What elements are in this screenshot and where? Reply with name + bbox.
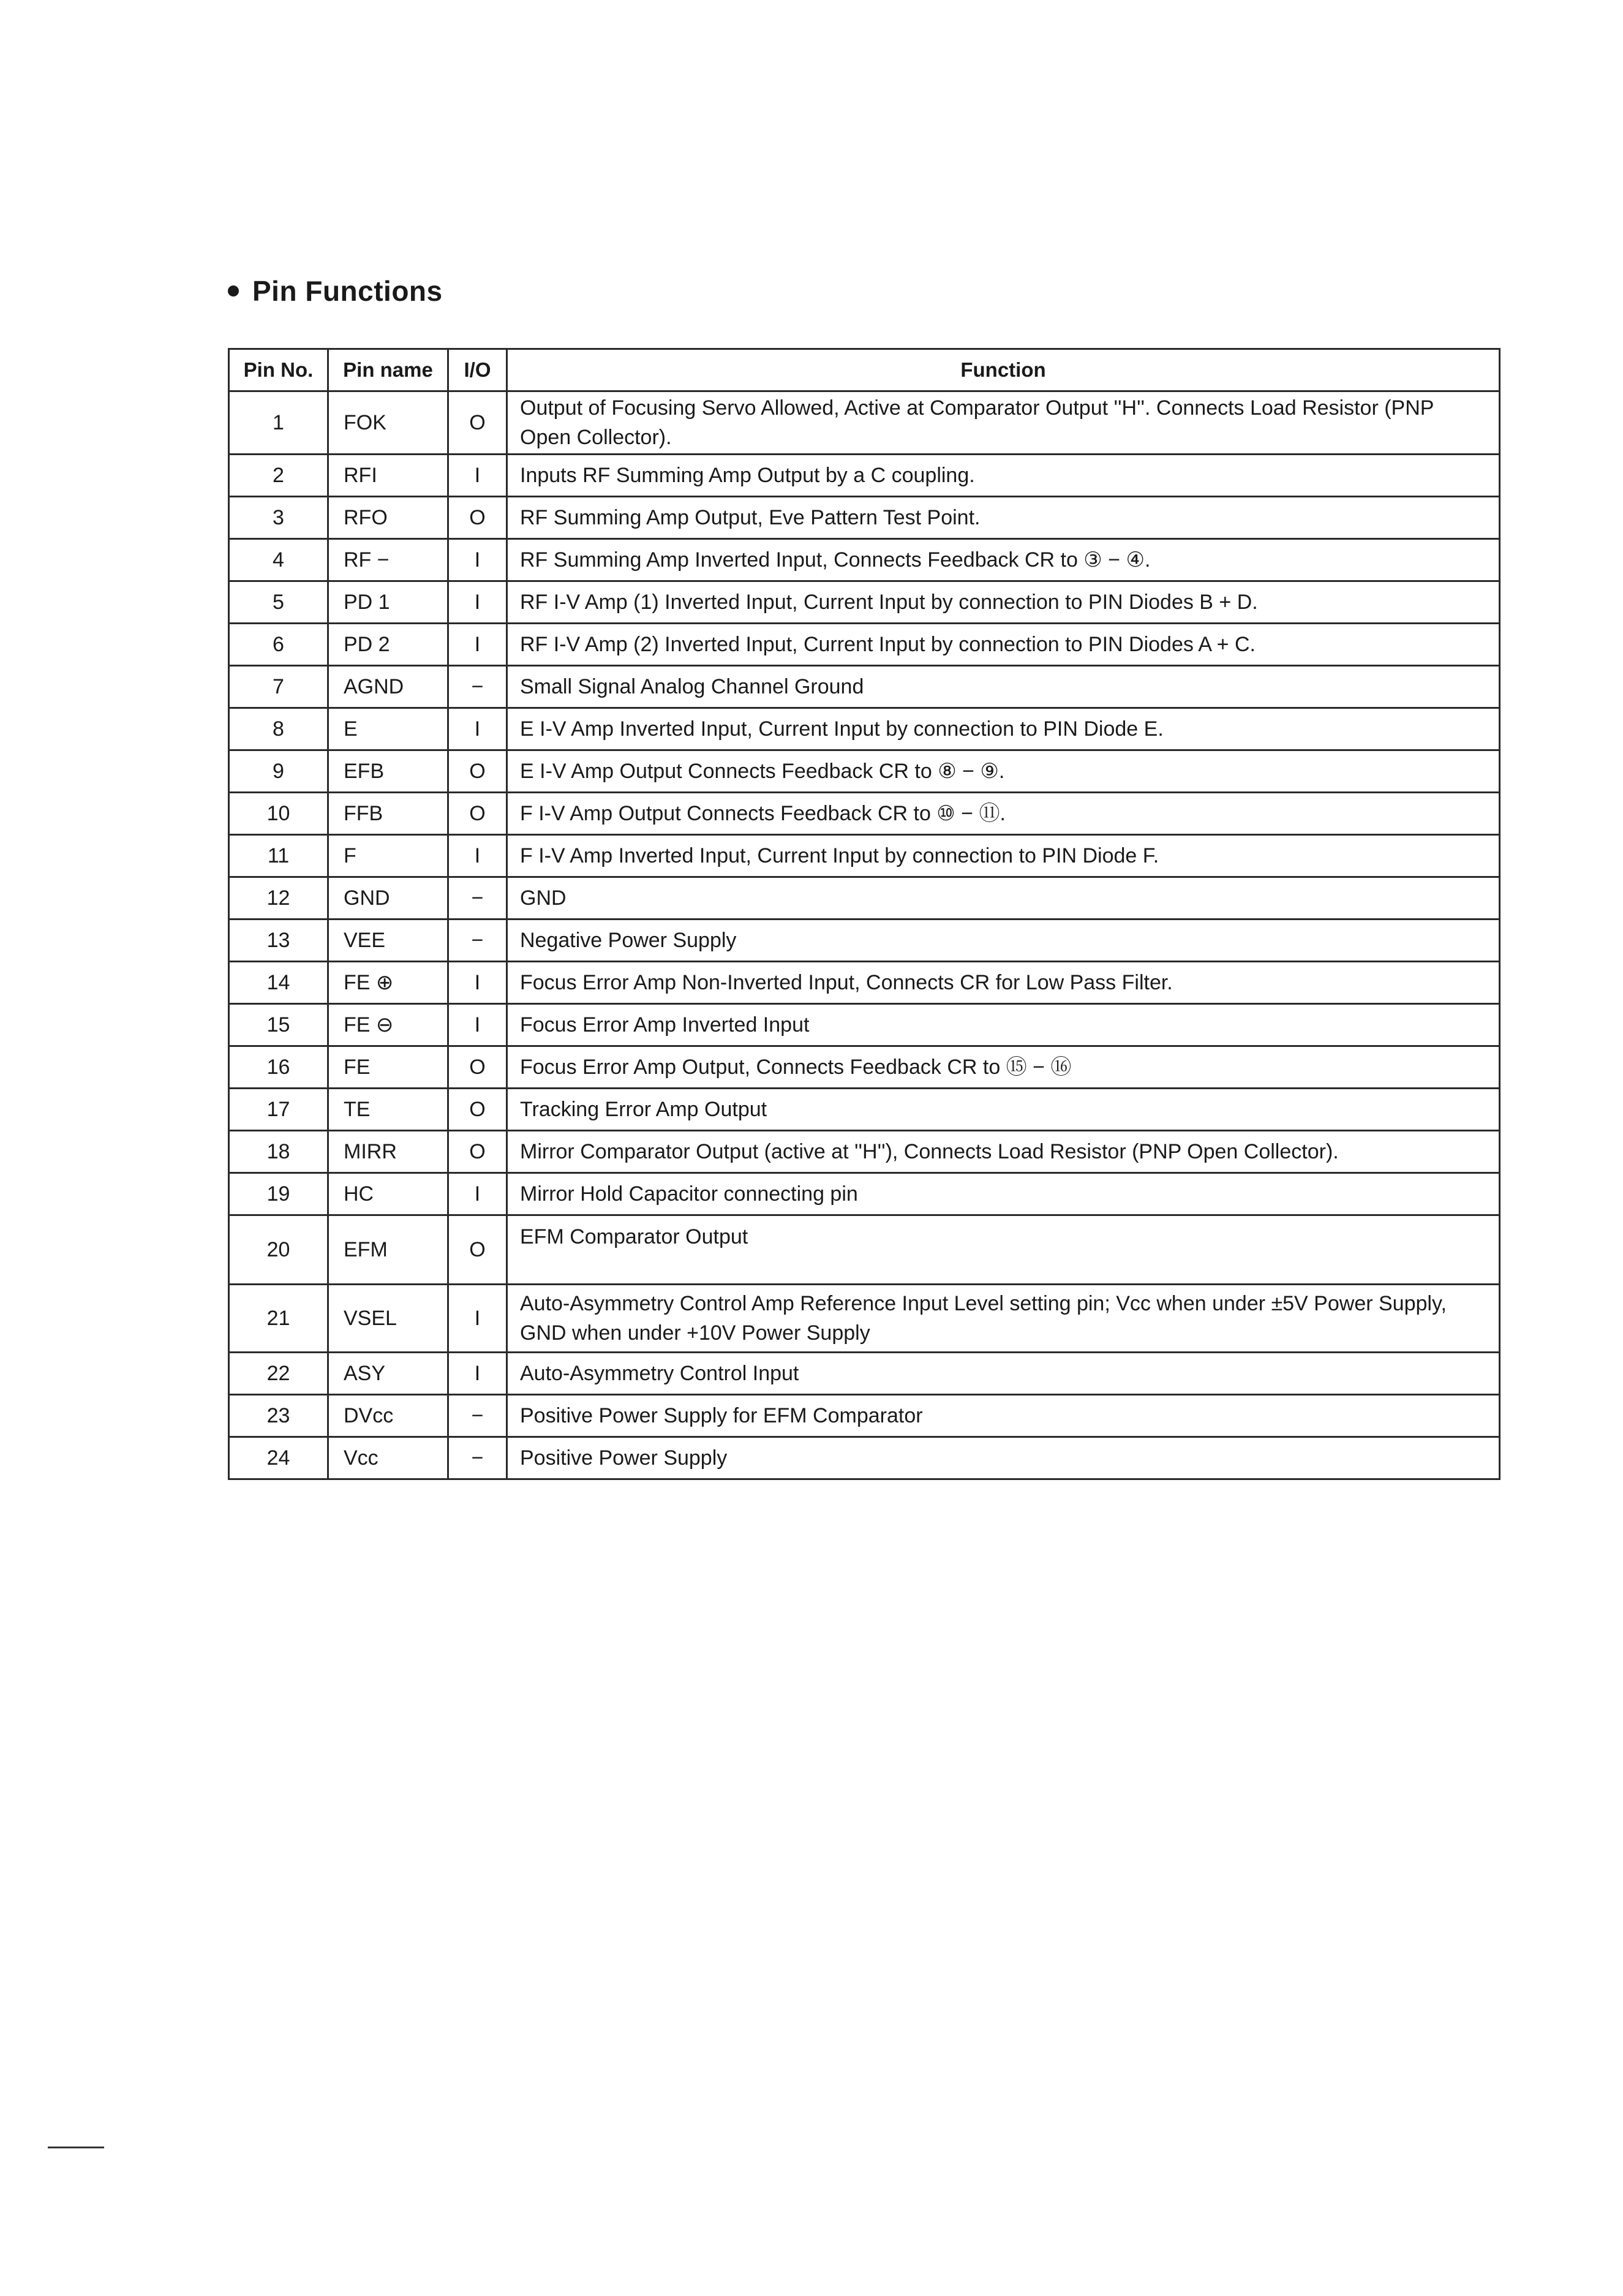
- pin-io: O: [448, 391, 507, 455]
- pin-functions-table: [228, 348, 1501, 1480]
- pin-name: EFB: [328, 750, 448, 793]
- table-row: [229, 1395, 1500, 1437]
- pin-name: FOK: [328, 391, 448, 455]
- pin-number: 14: [229, 962, 328, 1004]
- pin-name: PD 2: [328, 624, 448, 666]
- pin-io: O: [448, 1215, 507, 1285]
- pin-number: 9: [229, 750, 328, 793]
- table-row: [229, 1215, 1500, 1285]
- pin-name: ASY: [328, 1353, 448, 1395]
- bullet-icon: [228, 285, 239, 296]
- pin-name: RF −: [328, 539, 448, 581]
- table-row: [229, 1285, 1500, 1353]
- pin-function: Output of Focusing Servo Allowed, Active at Comparator Output ''H''. Connects Load Resistor (PNP Open Collector).: [507, 391, 1500, 455]
- pin-name: E: [328, 708, 448, 750]
- table-row: [229, 624, 1500, 666]
- pin-io: O: [448, 793, 507, 835]
- pin-number: 22: [229, 1353, 328, 1395]
- pin-function: EFM Comparator Output: [507, 1215, 1500, 1285]
- margin-rule: [48, 2147, 104, 2148]
- table-header-row: [229, 349, 1500, 391]
- pin-number: 17: [229, 1089, 328, 1131]
- pin-function: Negative Power Supply: [507, 920, 1500, 962]
- pin-name: EFM: [328, 1215, 448, 1285]
- pin-name: RFO: [328, 497, 448, 539]
- pin-io: I: [448, 708, 507, 750]
- pin-function: Focus Error Amp Output, Connects Feedback CR to ⑮ − ⑯: [507, 1046, 1500, 1089]
- pin-function: Tracking Error Amp Output: [507, 1089, 1500, 1131]
- pin-number: 5: [229, 581, 328, 624]
- pin-io: O: [448, 1046, 507, 1089]
- header-io: I/O: [448, 349, 507, 391]
- pin-function: RF Summing Amp Output, Eve Pattern Test Point.: [507, 497, 1500, 539]
- pin-name: F: [328, 835, 448, 877]
- pin-number: 1: [229, 391, 328, 455]
- pin-function: RF I-V Amp (1) Inverted Input, Current Input by connection to PIN Diodes B + D.: [507, 581, 1500, 624]
- table-row: [229, 455, 1500, 497]
- pin-number: 24: [229, 1437, 328, 1479]
- pin-io: −: [448, 1395, 507, 1437]
- pin-io: O: [448, 497, 507, 539]
- table-row: [229, 581, 1500, 624]
- pin-name: MIRR: [328, 1131, 448, 1173]
- table-row: [229, 877, 1500, 920]
- pin-function: Focus Error Amp Non-Inverted Input, Connects CR for Low Pass Filter.: [507, 962, 1500, 1004]
- pin-io: O: [448, 1131, 507, 1173]
- pin-name: FE: [328, 1046, 448, 1089]
- table-row: [229, 666, 1500, 708]
- pin-io: I: [448, 624, 507, 666]
- pin-io: I: [448, 455, 507, 497]
- pin-io: −: [448, 666, 507, 708]
- pin-function: Auto-Asymmetry Control Input: [507, 1353, 1500, 1395]
- pin-number: 2: [229, 455, 328, 497]
- table-row: [229, 391, 1500, 455]
- table-row: [229, 793, 1500, 835]
- pin-io: −: [448, 920, 507, 962]
- pin-number: 4: [229, 539, 328, 581]
- pin-name: GND: [328, 877, 448, 920]
- pin-name: TE: [328, 1089, 448, 1131]
- pin-number: 7: [229, 666, 328, 708]
- pin-function: Positive Power Supply for EFM Comparator: [507, 1395, 1500, 1437]
- pin-io: O: [448, 1089, 507, 1131]
- table-row: [229, 750, 1500, 793]
- pin-io: −: [448, 877, 507, 920]
- pin-name: VEE: [328, 920, 448, 962]
- table-row: [229, 1046, 1500, 1089]
- pin-number: 21: [229, 1285, 328, 1353]
- pin-number: 20: [229, 1215, 328, 1285]
- pin-name: AGND: [328, 666, 448, 708]
- table-row: [229, 497, 1500, 539]
- pin-function: Positive Power Supply: [507, 1437, 1500, 1479]
- pin-name: FE ⊕: [328, 962, 448, 1004]
- pin-function: E I-V Amp Inverted Input, Current Input by connection to PIN Diode E.: [507, 708, 1500, 750]
- pin-name: RFI: [328, 455, 448, 497]
- pin-name: Vcc: [328, 1437, 448, 1479]
- table-row: [229, 539, 1500, 581]
- pin-function: RF Summing Amp Inverted Input, Connects Feedback CR to ③ − ④.: [507, 539, 1500, 581]
- pin-function: Mirror Hold Capacitor connecting pin: [507, 1173, 1500, 1215]
- pin-name: HC: [328, 1173, 448, 1215]
- pin-number: 19: [229, 1173, 328, 1215]
- pin-io: I: [448, 962, 507, 1004]
- pin-io: I: [448, 835, 507, 877]
- pin-number: 3: [229, 497, 328, 539]
- table-row: [229, 835, 1500, 877]
- pin-io: I: [448, 581, 507, 624]
- pin-function: Inputs RF Summing Amp Output by a C coupling.: [507, 455, 1500, 497]
- pin-function: RF I-V Amp (2) Inverted Input, Current Input by connection to PIN Diodes A + C.: [507, 624, 1500, 666]
- pin-function: Mirror Comparator Output (active at ''H''), Connects Load Resistor (PNP Open Collector).: [507, 1131, 1500, 1173]
- table-row: [229, 1089, 1500, 1131]
- pin-function: Focus Error Amp Inverted Input: [507, 1004, 1500, 1046]
- pin-io: I: [448, 1004, 507, 1046]
- pin-name: PD 1: [328, 581, 448, 624]
- table-row: [229, 1353, 1500, 1395]
- pin-number: 10: [229, 793, 328, 835]
- pin-number: 18: [229, 1131, 328, 1173]
- pin-io: I: [448, 1285, 507, 1353]
- header-pin-name: Pin name: [328, 349, 448, 391]
- pin-function: E I-V Amp Output Connects Feedback CR to ⑧ − ⑨.: [507, 750, 1500, 793]
- table-row: [229, 1004, 1500, 1046]
- table-row: [229, 1131, 1500, 1173]
- pin-number: 23: [229, 1395, 328, 1437]
- pin-function: GND: [507, 877, 1500, 920]
- pin-name: VSEL: [328, 1285, 448, 1353]
- pin-number: 8: [229, 708, 328, 750]
- header-pin-no: Pin No.: [229, 349, 328, 391]
- pin-number: 11: [229, 835, 328, 877]
- table-row: [229, 708, 1500, 750]
- pin-number: 6: [229, 624, 328, 666]
- pin-io: O: [448, 750, 507, 793]
- pin-io: I: [448, 1173, 507, 1215]
- pin-number: 12: [229, 877, 328, 920]
- table-row: [229, 962, 1500, 1004]
- pin-io: I: [448, 1353, 507, 1395]
- pin-number: 13: [229, 920, 328, 962]
- page-title: Pin Functions: [252, 275, 443, 307]
- header-function: Function: [507, 349, 1500, 391]
- page-heading: [228, 274, 443, 308]
- pin-name: DVcc: [328, 1395, 448, 1437]
- pin-io: I: [448, 539, 507, 581]
- pin-function: Auto-Asymmetry Control Amp Reference Input Level setting pin; Vcc when under ±5V Power Supply, GND when under +10V Power Supply: [507, 1285, 1500, 1353]
- table-row: [229, 920, 1500, 962]
- pin-function: F I-V Amp Output Connects Feedback CR to ⑩ − ⑪.: [507, 793, 1500, 835]
- pin-io: −: [448, 1437, 507, 1479]
- pin-number: 16: [229, 1046, 328, 1089]
- pin-function: F I-V Amp Inverted Input, Current Input by connection to PIN Diode F.: [507, 835, 1500, 877]
- pin-name: FFB: [328, 793, 448, 835]
- pin-name: FE ⊖: [328, 1004, 448, 1046]
- pin-number: 15: [229, 1004, 328, 1046]
- table-row: [229, 1173, 1500, 1215]
- pin-function: Small Signal Analog Channel Ground: [507, 666, 1500, 708]
- table-row: [229, 1437, 1500, 1479]
